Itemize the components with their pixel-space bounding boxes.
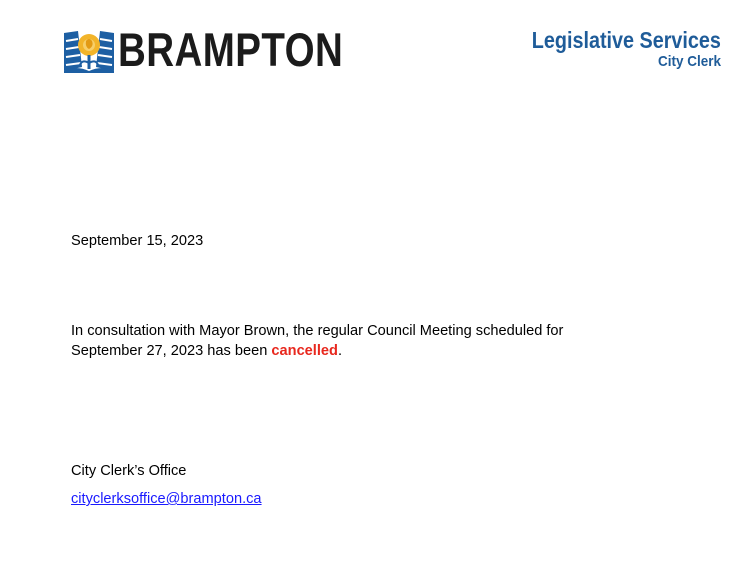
cancelled-highlight: cancelled — [271, 343, 338, 359]
email-link[interactable]: cityclerksoffice@brampton.ca — [71, 491, 262, 507]
department-header — [501, 28, 721, 71]
flower-emblem-icon — [64, 27, 114, 73]
notice-text: In consultation with Mayor Brown, the regular Council Meeting scheduled for September 27, 2023 has been — [71, 323, 564, 359]
logo-wordmark: BRAMPTON — [118, 23, 344, 76]
cancellation-notice — [71, 321, 631, 361]
signature-office: City Clerk’s Office — [71, 463, 187, 479]
letter-date: September 15, 2023 — [71, 233, 204, 249]
department-name: Legislative Services — [531, 27, 721, 53]
notice-end: . — [337, 343, 343, 359]
contact-email — [71, 489, 262, 509]
brampton-logo — [64, 23, 393, 76]
division-name: City Clerk — [657, 53, 721, 70]
